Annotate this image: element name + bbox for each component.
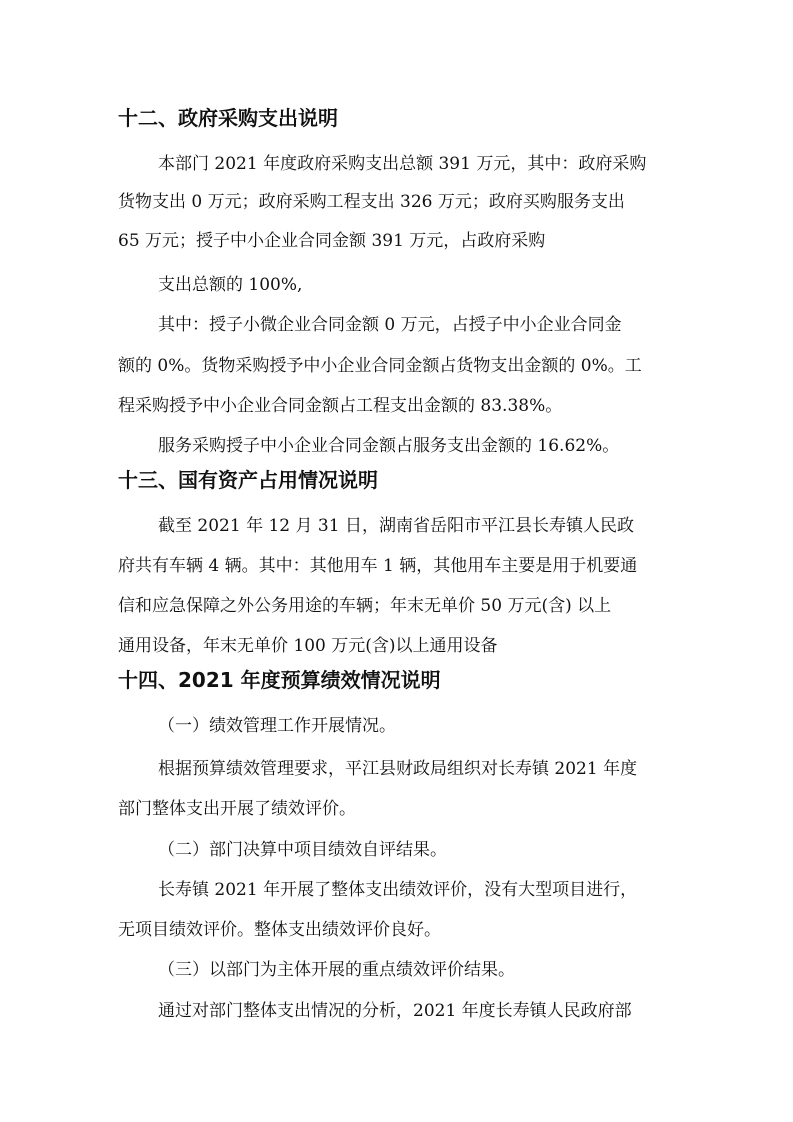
section-12-line-2: 货物支出 0 万元；政府采购工程支出 326 万元；政府买购服务支出 xyxy=(118,192,625,212)
section-13-line-4: 通用设备，年末无单价 100 万元(含)以上通用设备 xyxy=(118,636,498,656)
section-12-line-4: 支出总额的 100%, xyxy=(158,275,303,295)
section-14-heading: 十四、2021 年度预算绩效情况说明 xyxy=(118,668,441,692)
section-13-heading: 十三、国有资产占用情况说明 xyxy=(118,468,378,492)
section-13-line-2: 府共有车辆 4 辆。其中：其他用车 1 辆，其他用车主要是用于机要通 xyxy=(118,556,638,576)
section-14-line-7: （三）以部门为主体开展的重点绩效评价结果。 xyxy=(158,960,515,980)
section-12-line-8: 服务采购授子中小企业合同金额占服务支出金额的 16.62%。 xyxy=(158,436,620,456)
section-12-line-3: 65 万元；授子中小企业合同金额 391 万元，占政府采购 xyxy=(118,231,546,251)
section-14-line-5: 长寿镇 2021 年开展了整体支出绩效评价，没有大型项目进行， xyxy=(158,880,638,900)
section-14-line-8: 通过对部门整体支出情况的分析，2021 年度长寿镇人民政府部 xyxy=(158,1001,632,1021)
section-12-line-6: 额的 0%。货物采购授予中小企业合同金额占货物支出金额的 0%。工 xyxy=(118,356,642,376)
section-14-line-3: 部门整体支出开展了绩效评价。 xyxy=(118,799,356,819)
section-13-line-1: 截至 2021 年 12 月 31 日，湖南省岳阳市平江县长寿镇人民政 xyxy=(158,516,634,536)
section-14-line-1: （一）绩效管理工作开展情况。 xyxy=(158,716,396,736)
section-12-line-5: 其中：授子小微企业合同金额 0 万元，占授子中小企业合同金 xyxy=(158,315,622,335)
section-12-line-7: 程采购授予中小企业合同金额占工程支出金额的 83.38%。 xyxy=(118,396,563,416)
section-12-heading: 十二、政府采购支出说明 xyxy=(118,106,338,130)
section-12-line-1: 本部门 2021 年度政府采购支出总额 391 万元，其中：政府采购 xyxy=(158,154,647,174)
section-14-line-6: 无项目绩效评价。整体支出绩效评价良好。 xyxy=(118,920,441,940)
section-14-line-4: （二）部门决算中项目绩效自评结果。 xyxy=(158,840,447,860)
section-13-line-3: 信和应急保障之外公务用途的车辆；年末无单价 50 万元(含) 以上 xyxy=(118,596,612,616)
section-14-line-2: 根据预算绩效管理要求，平江县财政局组织对长寿镇 2021 年度 xyxy=(158,759,638,779)
